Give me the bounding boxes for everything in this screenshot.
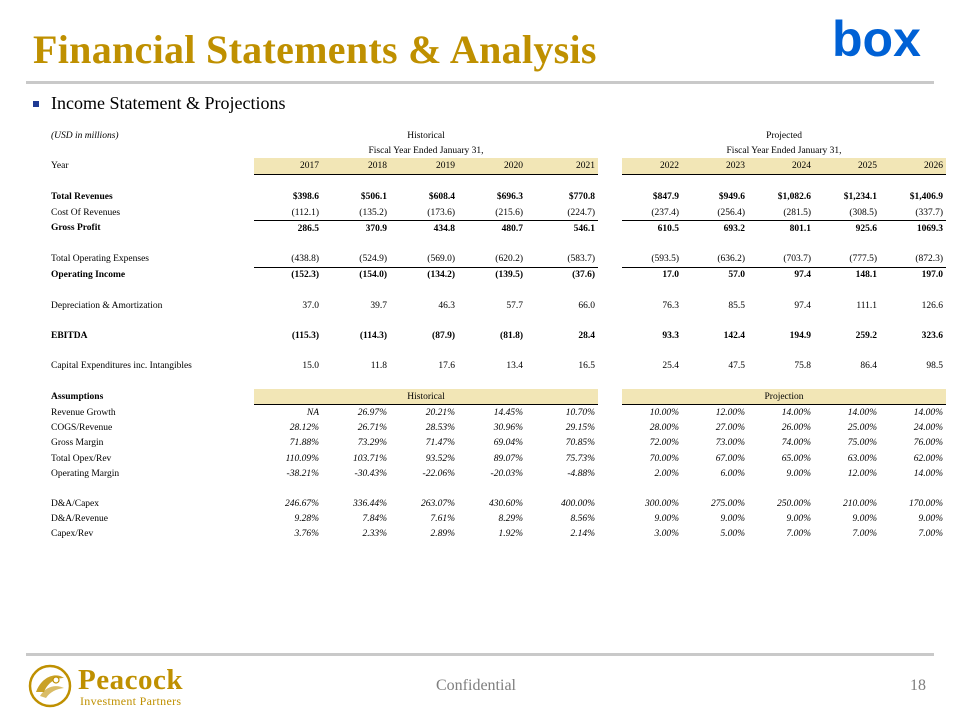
value-cell: 28.53% (425, 423, 455, 434)
value-cell: 430.60% (488, 499, 523, 510)
value-cell: 39.7 (370, 300, 387, 311)
column-gap (598, 451, 622, 466)
value-cell: (569.0) (390, 252, 458, 268)
value-cell: 9.00% (720, 514, 746, 525)
value-cell: (777.5) (814, 252, 880, 268)
value-cell: 76.3 (662, 300, 680, 311)
value-cell: 15.0 (302, 361, 319, 372)
value-cell: $1,406.9 (909, 192, 944, 203)
value-cell: 70.00% (649, 453, 680, 464)
value-cell: 24.00% (913, 423, 944, 434)
value-cell: 28.00% (649, 423, 680, 434)
value-cell: 7.84% (362, 514, 387, 525)
value-cell: 30.96% (493, 423, 523, 434)
projected-header: Projected (766, 130, 802, 141)
value-cell: 93.3 (662, 331, 680, 342)
year-cell: 2019 (390, 158, 458, 174)
value-cell: 28.12% (289, 423, 319, 434)
row-label: Total Operating Expenses (51, 254, 150, 265)
dna-capex-row (48, 497, 946, 512)
value-cell: (139.5) (495, 270, 523, 281)
value-cell: -38.21% (286, 468, 319, 479)
value-cell: 98.5 (926, 361, 944, 372)
column-gap (598, 205, 622, 221)
value-cell: $608.4 (428, 192, 455, 203)
value-cell: 75.73% (565, 453, 596, 464)
value-cell: 126.6 (921, 300, 944, 311)
value-cell: 76.00% (913, 438, 944, 449)
value-cell: 13.4 (506, 361, 523, 372)
value-cell: 259.2 (855, 331, 878, 342)
year-cell: 2021 (526, 158, 598, 174)
value-cell: 3.00% (654, 529, 680, 540)
value-cell: 1.92% (498, 529, 523, 540)
value-cell: (872.3) (880, 252, 946, 268)
value-cell: 70.85% (565, 438, 596, 449)
value-cell: 27.00% (715, 423, 746, 434)
value-cell: 7.00% (918, 529, 944, 540)
value-cell: (154.0) (359, 270, 387, 281)
column-gap (598, 252, 622, 268)
table-row (48, 128, 946, 143)
company-subtitle: Investment Partners (80, 694, 182, 708)
operating-income-row (48, 267, 946, 283)
value-cell: 97.4 (794, 300, 812, 311)
value-cell: (620.2) (458, 252, 526, 268)
value-cell: (152.3) (291, 270, 319, 281)
value-cell: 286.5 (297, 223, 319, 234)
value-cell: 801.1 (789, 223, 812, 234)
value-cell: 9.00% (654, 514, 680, 525)
value-cell: 9.28% (294, 514, 319, 525)
value-cell: 246.67% (284, 499, 319, 510)
column-gap (598, 421, 622, 436)
row-label: D&A/Capex (51, 499, 100, 510)
value-cell: 28.4 (578, 331, 596, 342)
section-heading-text: Income Statement & Projections (51, 93, 286, 113)
value-cell: 47.5 (728, 361, 746, 372)
value-cell: 69.04% (493, 438, 523, 449)
column-gap (598, 328, 622, 343)
value-cell: 400.00% (560, 499, 596, 510)
value-cell: 263.07% (420, 499, 455, 510)
value-cell: 14.00% (847, 407, 878, 418)
row-label: Operating Income (51, 270, 126, 281)
value-cell: 275.00% (710, 499, 746, 510)
value-cell: 610.5 (657, 223, 680, 234)
value-cell: 89.07% (493, 453, 523, 464)
capex-row (48, 359, 946, 374)
value-cell: 85.5 (728, 300, 746, 311)
footer-divider (26, 653, 934, 656)
column-gap (598, 527, 622, 542)
value-cell: $770.8 (568, 192, 596, 203)
value-cell: (135.2) (322, 205, 390, 221)
column-gap (598, 190, 622, 205)
value-cell: 9.00% (918, 514, 944, 525)
value-cell: 925.6 (855, 223, 878, 234)
year-cell: 2024 (748, 158, 814, 174)
value-cell: (215.6) (458, 205, 526, 221)
year-cell: 2017 (254, 158, 322, 174)
assumptions-projection-header: Projection (622, 389, 946, 405)
cost-of-revenues-row (48, 205, 946, 221)
value-cell: 9.00% (786, 514, 812, 525)
value-cell: 66.0 (578, 300, 596, 311)
value-cell: -4.88% (567, 468, 596, 479)
column-gap (598, 267, 622, 283)
value-cell: $398.6 (292, 192, 319, 203)
value-cell: (173.6) (390, 205, 458, 221)
column-gap (598, 466, 622, 481)
page-title: Financial Statements & Analysis (33, 27, 597, 72)
value-cell: 63.00% (847, 453, 878, 464)
value-cell: 2.14% (570, 529, 596, 540)
column-gap (598, 436, 622, 451)
value-cell: (237.4) (622, 205, 682, 221)
fiscal-header-hist: Fiscal Year Ended January 31, (368, 145, 484, 156)
value-cell: 7.00% (786, 529, 812, 540)
value-cell: 336.44% (352, 499, 387, 510)
year-cell: 2020 (458, 158, 526, 174)
value-cell: 10.00% (649, 407, 680, 418)
box-logo (830, 12, 940, 70)
year-label: Year (51, 161, 69, 172)
column-gap (598, 221, 622, 237)
row-label: Total Revenues (51, 192, 113, 203)
value-cell: $949.6 (718, 192, 746, 203)
section-heading (33, 93, 285, 114)
dna-row (48, 298, 946, 313)
value-cell: 2.00% (654, 468, 680, 479)
row-label: Capital Expenditures inc. Intangibles (51, 361, 192, 372)
row-label: Cost Of Revenues (51, 207, 121, 218)
assumptions-header-row (48, 389, 946, 405)
value-cell: (337.7) (880, 205, 946, 221)
value-cell: 71.47% (425, 438, 455, 449)
dna-revenue-row (48, 512, 946, 527)
page-number: 18 (910, 677, 926, 694)
value-cell: 37.0 (302, 300, 319, 311)
value-cell: 194.9 (789, 331, 812, 342)
value-cell: 300.00% (644, 499, 680, 510)
year-row (48, 158, 946, 174)
peacock-logo-icon (26, 662, 74, 710)
fiscal-header-proj: Fiscal Year Ended January 31, (726, 145, 842, 156)
gross-margin-row (48, 436, 946, 451)
value-cell: 67.00% (715, 453, 746, 464)
bullet-icon (33, 101, 39, 107)
value-cell: $1,234.1 (843, 192, 878, 203)
value-cell: (87.9) (432, 331, 455, 342)
value-cell: 693.2 (723, 223, 746, 234)
value-cell: 1069.3 (916, 223, 944, 234)
value-cell: 7.61% (430, 514, 455, 525)
value-cell: NA (306, 407, 319, 418)
value-cell: 546.1 (573, 223, 596, 234)
value-cell: 11.8 (370, 361, 387, 372)
row-label: Capex/Rev (51, 529, 94, 540)
value-cell: 9.00% (852, 514, 878, 525)
value-cell: 8.29% (498, 514, 523, 525)
row-label: Gross Margin (51, 438, 104, 449)
year-cell: 2026 (880, 158, 946, 174)
value-cell: (636.2) (682, 252, 748, 268)
value-cell: (37.6) (572, 270, 596, 281)
value-cell: 480.7 (501, 223, 523, 234)
value-cell: 75.00% (847, 438, 878, 449)
value-cell: 73.29% (357, 438, 387, 449)
value-cell: 57.0 (728, 270, 746, 281)
value-cell: (524.9) (322, 252, 390, 268)
title-divider (26, 81, 934, 84)
row-label: EBITDA (51, 331, 88, 342)
value-cell: 323.6 (921, 331, 944, 342)
value-cell: -20.03% (490, 468, 523, 479)
value-cell: 170.00% (909, 499, 944, 510)
row-label: COGS/Revenue (51, 423, 113, 434)
value-cell: 111.1 (856, 300, 878, 311)
value-cell: 8.56% (570, 514, 596, 525)
value-cell: 17.6 (438, 361, 455, 372)
value-cell: 25.4 (662, 361, 680, 372)
column-gap (598, 359, 622, 374)
value-cell: 14.00% (781, 407, 812, 418)
value-cell: 148.1 (855, 270, 878, 281)
value-cell: -22.06% (422, 468, 455, 479)
value-cell: 17.0 (662, 270, 680, 281)
value-cell: 29.15% (565, 423, 596, 434)
table-row (48, 143, 946, 158)
value-cell: 5.00% (720, 529, 746, 540)
value-cell: $696.3 (496, 192, 523, 203)
row-label: Gross Profit (51, 223, 101, 234)
cogs-revenue-row (48, 421, 946, 436)
value-cell: (593.5) (622, 252, 682, 268)
total-revenues-row (48, 190, 946, 205)
row-label: Revenue Growth (51, 407, 116, 418)
value-cell: 71.88% (289, 438, 319, 449)
value-cell: 110.09% (285, 453, 319, 464)
value-cell: 197.0 (921, 270, 944, 281)
column-gap (598, 512, 622, 527)
value-cell: 2.89% (430, 529, 455, 540)
value-cell: 16.5 (578, 361, 596, 372)
value-cell: 142.4 (723, 331, 746, 342)
capex-rev-row (48, 527, 946, 542)
value-cell: 74.00% (781, 438, 812, 449)
value-cell: 46.3 (438, 300, 455, 311)
value-cell: 62.00% (913, 453, 944, 464)
value-cell: 7.00% (852, 529, 878, 540)
value-cell: 65.00% (781, 453, 812, 464)
value-cell: 86.4 (860, 361, 878, 372)
value-cell: 14.00% (913, 468, 944, 479)
value-cell: (703.7) (748, 252, 814, 268)
value-cell: 3.76% (294, 529, 319, 540)
value-cell: (81.8) (500, 331, 523, 342)
value-cell: 20.21% (425, 407, 455, 418)
revenue-growth-row (48, 405, 946, 421)
value-cell: 14.45% (493, 407, 523, 418)
value-cell: 370.9 (365, 223, 387, 234)
value-cell: $1,082.6 (777, 192, 812, 203)
column-gap (598, 298, 622, 313)
value-cell: $506.1 (360, 192, 387, 203)
value-cell: 434.8 (433, 223, 455, 234)
opex-rev-row (48, 451, 946, 466)
value-cell: (115.3) (291, 331, 319, 342)
gross-profit-row (48, 221, 946, 237)
confidential-label: Confidential (436, 677, 516, 694)
row-label: Depreciation & Amortization (51, 300, 163, 311)
column-gap (598, 405, 622, 421)
value-cell: (134.2) (427, 270, 455, 281)
value-cell: 12.00% (715, 407, 746, 418)
value-cell: (224.7) (526, 205, 598, 221)
value-cell: 73.00% (715, 438, 746, 449)
value-cell: 14.00% (913, 407, 944, 418)
value-cell: (256.4) (682, 205, 748, 221)
company-name: Peacock (78, 664, 183, 696)
value-cell: -30.43% (354, 468, 387, 479)
value-cell: (114.3) (359, 331, 387, 342)
row-label: Operating Margin (51, 468, 120, 479)
value-cell: (583.7) (526, 252, 598, 268)
value-cell: 72.00% (649, 438, 680, 449)
income-statement-table (48, 128, 946, 542)
value-cell: (438.8) (254, 252, 322, 268)
ebitda-row (48, 328, 946, 343)
year-cell: 2025 (814, 158, 880, 174)
value-cell: 26.97% (357, 407, 387, 418)
value-cell: (281.5) (748, 205, 814, 221)
year-cell: 2023 (682, 158, 748, 174)
value-cell: 75.8 (794, 361, 812, 372)
assumptions-historical-header: Historical (254, 389, 598, 405)
value-cell: 2.33% (362, 529, 387, 540)
total-opex-row (48, 252, 946, 268)
box-logo-text: box (832, 12, 921, 67)
historical-header: Historical (407, 130, 445, 141)
year-cell: 2018 (322, 158, 390, 174)
value-cell: 250.00% (776, 499, 812, 510)
value-cell: 9.00% (786, 468, 812, 479)
operating-margin-row (48, 466, 946, 481)
value-cell: 6.00% (720, 468, 746, 479)
units-label: (USD in millions) (51, 130, 119, 141)
value-cell: 210.00% (842, 499, 878, 510)
value-cell: 26.00% (781, 423, 812, 434)
value-cell: 25.00% (847, 423, 878, 434)
value-cell: (112.1) (254, 205, 322, 221)
value-cell: 57.7 (506, 300, 523, 311)
value-cell: 12.00% (847, 468, 878, 479)
value-cell: 97.4 (794, 270, 812, 281)
value-cell: 93.52% (425, 453, 455, 464)
row-label: Total Opex/Rev (51, 453, 112, 464)
assumptions-label: Assumptions (51, 392, 104, 403)
value-cell: 10.70% (565, 407, 596, 418)
value-cell: $847.9 (652, 192, 680, 203)
box-logo-icon (830, 12, 940, 70)
value-cell: 103.71% (352, 453, 387, 464)
value-cell: 26.71% (357, 423, 387, 434)
row-label: D&A/Revenue (51, 514, 108, 525)
column-gap (598, 497, 622, 512)
year-cell: 2022 (622, 158, 682, 174)
value-cell: (308.5) (814, 205, 880, 221)
